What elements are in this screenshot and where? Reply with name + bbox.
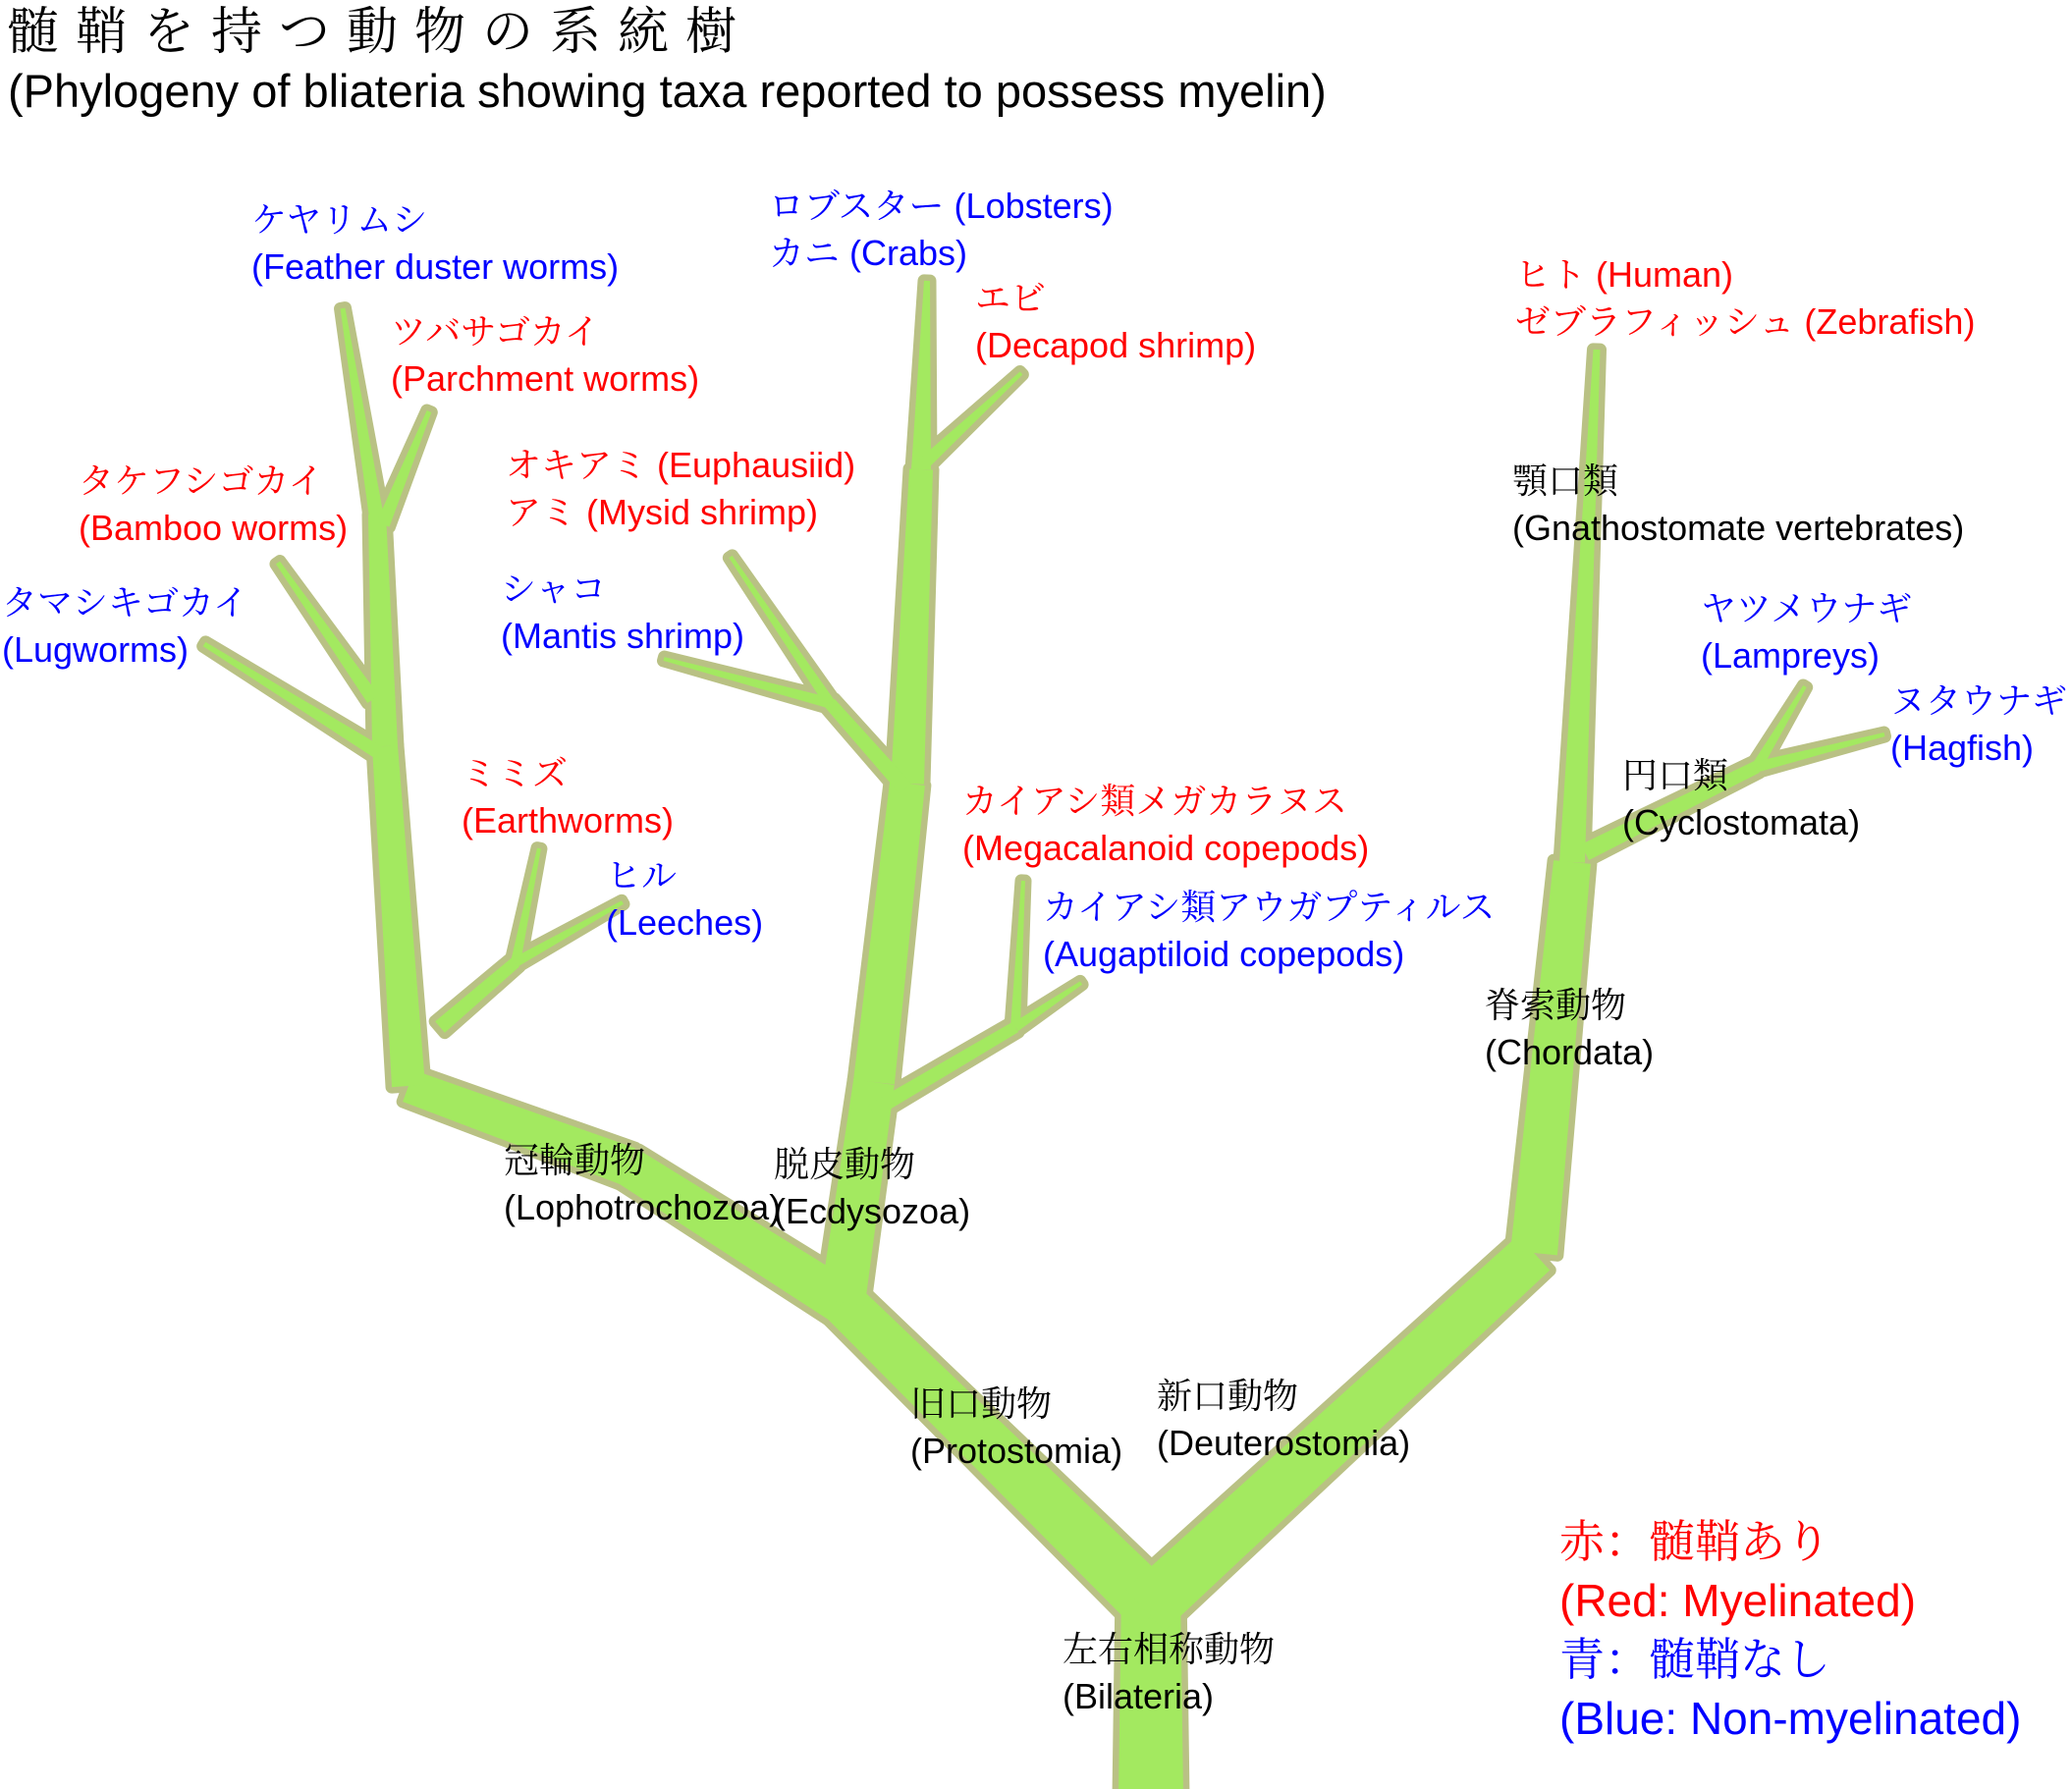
label-hagfish-line: (Hagfish) bbox=[1890, 728, 2035, 768]
label-human-zebrafish-line: ゼブラフィッシュ (Zebrafish) bbox=[1515, 301, 1976, 342]
label-earthworms bbox=[462, 750, 674, 844]
label-mantis-shrimp bbox=[501, 566, 744, 660]
label-cyclostomata-line: 円口類 bbox=[1622, 755, 1729, 795]
label-mantis-shrimp-line: シャコ bbox=[501, 569, 607, 609]
branch-clitellate-stem bbox=[435, 957, 519, 1032]
label-lobsters-crabs-line: ロブスター (Lobsters) bbox=[769, 186, 1114, 226]
label-deuterostomia-line: (Deuterostomia) bbox=[1157, 1423, 1411, 1463]
page-title: 髄鞘を持つ動物の系統樹 bbox=[8, 4, 754, 61]
label-ecdysozoa-line: (Ecdysozoa) bbox=[774, 1191, 971, 1231]
label-protostomia-line: 旧口動物 bbox=[910, 1383, 1053, 1424]
label-cyclostomata-line: (Cyclostomata) bbox=[1622, 802, 1861, 842]
label-lophotrochozoa-line: (Lophotrochozoa) bbox=[504, 1187, 782, 1227]
label-augaptiloid-copepods-line: カイアシ類アウガプティルス bbox=[1043, 887, 1496, 927]
label-gnathostomes-line: 顎口類 bbox=[1512, 461, 1619, 501]
label-parchment-worms-line: (Parchment worms) bbox=[391, 358, 700, 399]
label-feather-duster-worms bbox=[251, 196, 619, 291]
label-leeches-line: ヒル bbox=[606, 855, 678, 895]
label-lugworms-line: (Lugworms) bbox=[2, 629, 190, 670]
label-megacalanoid-copepods bbox=[962, 778, 1369, 872]
label-lampreys-line: ヤツメウナギ bbox=[1701, 588, 1913, 628]
label-lophotrochozoa-line: 冠輪動物 bbox=[504, 1140, 646, 1180]
label-gnathostomes-line: (Gnathostomate vertebrates) bbox=[1512, 508, 1965, 548]
label-lampreys-line: (Lampreys) bbox=[1701, 635, 1881, 676]
label-lobsters-crabs bbox=[769, 183, 1114, 277]
legend-line-blue-2: 青：髄鞘なし bbox=[1559, 1634, 1830, 1685]
label-ecdysozoa bbox=[774, 1141, 970, 1235]
label-euphausiid-mysid bbox=[506, 442, 855, 536]
legend-line-red-1: (Red: Myelinated) bbox=[1559, 1575, 1917, 1626]
label-human-zebrafish-line: ヒト (Human) bbox=[1515, 254, 1734, 295]
label-hagfish bbox=[1890, 678, 2067, 772]
label-feather-duster-worms-line: (Feather duster worms) bbox=[251, 246, 620, 287]
label-bamboo-worms bbox=[79, 458, 348, 552]
label-cyclostomata bbox=[1622, 752, 1860, 846]
label-lophotrochozoa bbox=[504, 1137, 781, 1231]
label-lugworms bbox=[2, 579, 248, 674]
label-decapod-shrimp-line: (Decapod shrimp) bbox=[975, 325, 1257, 365]
label-bamboo-worms-line: タケフシゴカイ bbox=[79, 461, 324, 501]
label-deuterostomia-line: 新口動物 bbox=[1157, 1376, 1299, 1416]
label-decapod-shrimp-line: エビ bbox=[975, 278, 1047, 318]
legend bbox=[1559, 1512, 2021, 1748]
label-lobsters-crabs-line: カニ (Crabs) bbox=[769, 233, 968, 273]
label-bilateria-line: 左右相称動物 bbox=[1063, 1629, 1276, 1669]
page-subtitle: (Phylogeny of bliateria showing taxa reported to possess myelin) bbox=[8, 65, 1327, 117]
label-chordata-line: 脊索動物 bbox=[1485, 985, 1627, 1025]
label-chordata bbox=[1485, 982, 1654, 1076]
label-bilateria bbox=[1063, 1626, 1275, 1720]
label-deuterostomia bbox=[1157, 1373, 1410, 1467]
label-megacalanoid-copepods-line: (Megacalanoid copepods) bbox=[962, 828, 1370, 868]
label-lugworms-line: タマシキゴカイ bbox=[2, 582, 248, 623]
label-earthworms-line: ミミズ bbox=[462, 753, 569, 793]
label-hagfish-line: ヌタウナギ bbox=[1890, 680, 2068, 721]
label-bilateria-line: (Bilateria) bbox=[1063, 1676, 1215, 1716]
legend-line-red-0: 赤：髄鞘あり bbox=[1559, 1516, 1830, 1567]
label-protostomia-line: (Protostomia) bbox=[910, 1431, 1123, 1471]
label-leeches bbox=[606, 852, 763, 947]
label-leeches-line: (Leeches) bbox=[606, 902, 764, 943]
label-euphausiid-mysid-line: アミ (Mysid shrimp) bbox=[506, 492, 819, 532]
label-decapod-shrimp bbox=[975, 275, 1256, 369]
label-gnathostomes bbox=[1512, 458, 1964, 552]
label-chordata-line: (Chordata) bbox=[1485, 1032, 1655, 1072]
label-lampreys bbox=[1701, 585, 1912, 679]
page-header bbox=[8, 2, 1327, 120]
label-augaptiloid-copepods bbox=[1043, 884, 1495, 978]
label-feather-duster-worms-line: ケヤリムシ bbox=[251, 199, 428, 240]
label-human-zebrafish bbox=[1515, 251, 1975, 346]
label-euphausiid-mysid-line: オキアミ (Euphausiid) bbox=[506, 445, 856, 485]
label-augaptiloid-copepods-line: (Augaptiloid copepods) bbox=[1043, 934, 1405, 974]
legend-line-blue-3: (Blue: Non-myelinated) bbox=[1559, 1693, 2022, 1744]
branch-parchment-branch bbox=[377, 410, 432, 527]
label-bamboo-worms-line: (Bamboo worms) bbox=[79, 508, 349, 548]
label-mantis-shrimp-line: (Mantis shrimp) bbox=[501, 616, 745, 656]
label-ecdysozoa-line: 脱皮動物 bbox=[774, 1144, 916, 1184]
label-megacalanoid-copepods-line: カイアシ類メガカラヌス bbox=[962, 781, 1348, 821]
label-protostomia bbox=[910, 1381, 1122, 1475]
label-parchment-worms-line: ツバサゴカイ bbox=[391, 311, 600, 352]
label-earthworms-line: (Earthworms) bbox=[462, 800, 675, 840]
label-parchment-worms bbox=[391, 308, 699, 403]
